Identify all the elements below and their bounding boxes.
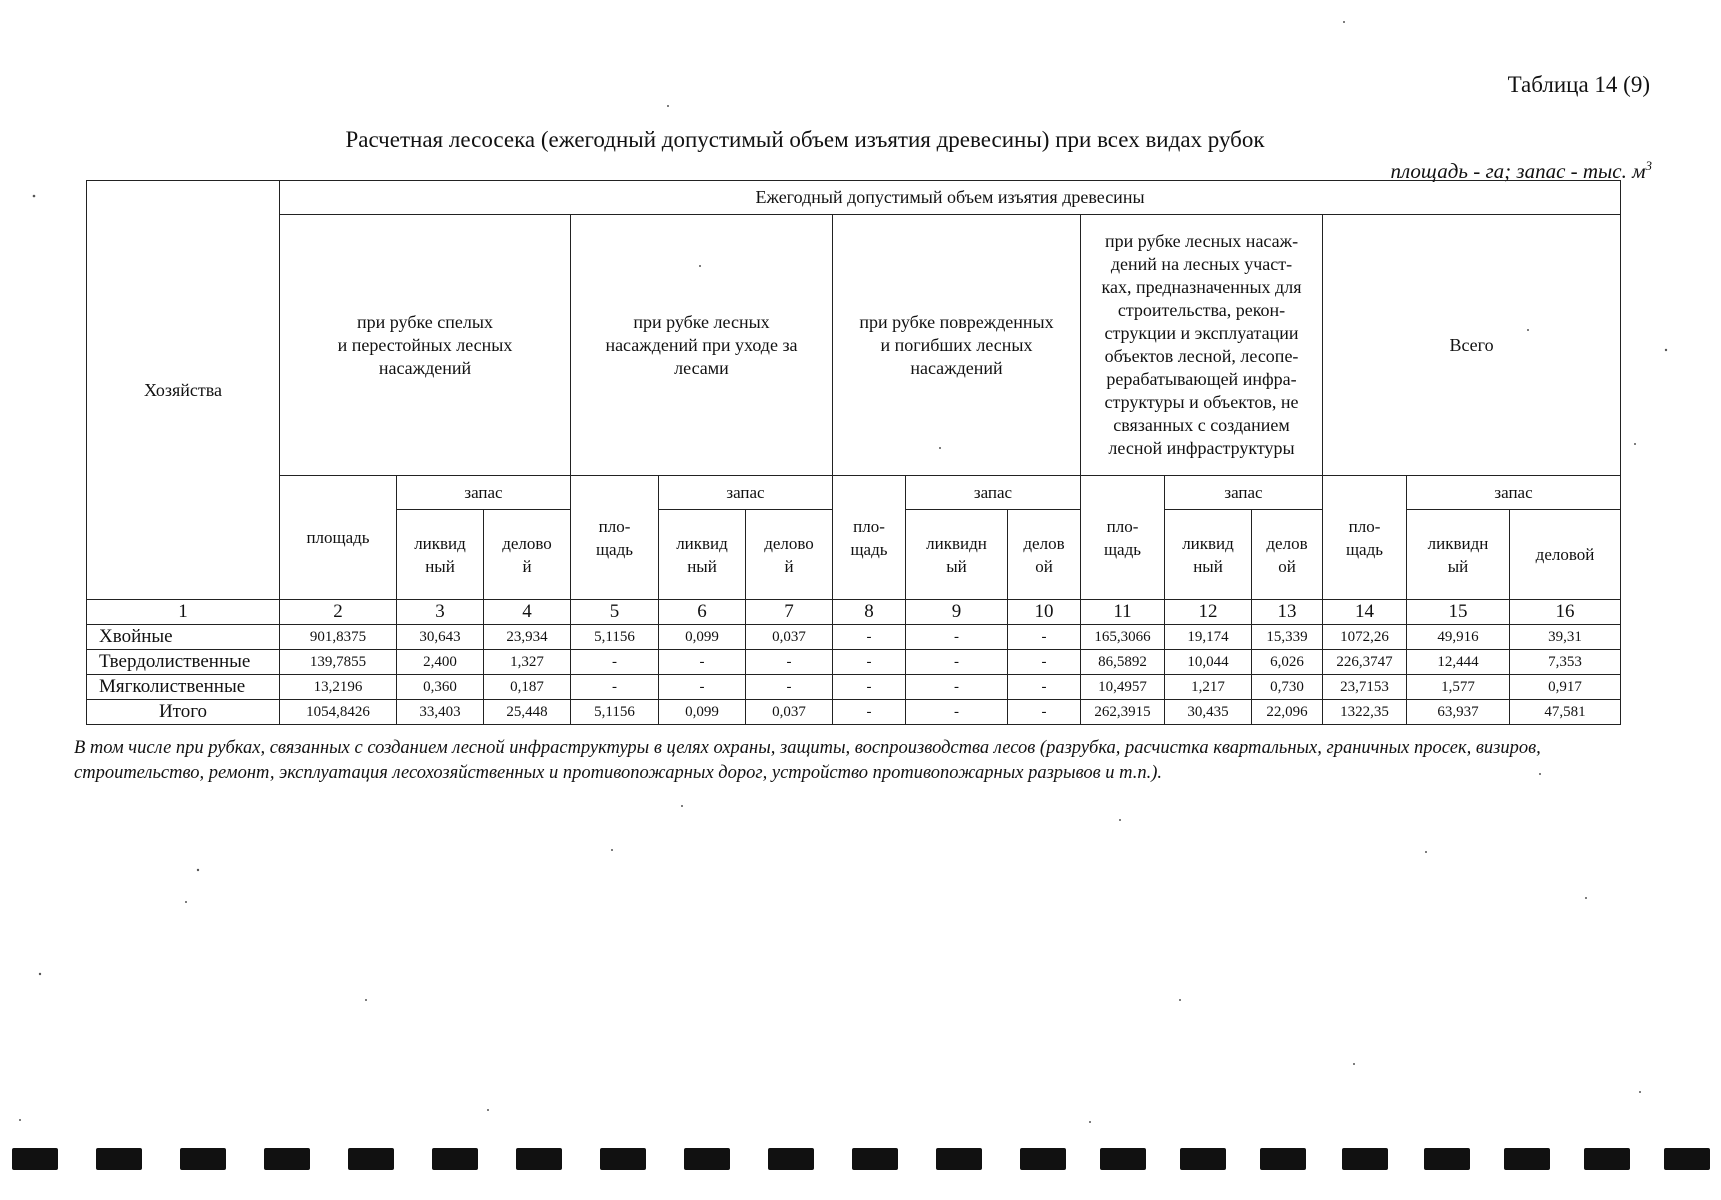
table-cell: 0,037: [746, 700, 833, 725]
perforation-mark: [1584, 1148, 1630, 1170]
header-zapas-3: запас: [906, 476, 1081, 510]
table-cell: 5,1156: [571, 700, 659, 725]
table-cell: -: [906, 675, 1008, 700]
header-area-5: пло- щадь: [1323, 476, 1407, 600]
table-cell: 0,099: [659, 700, 746, 725]
table-cell: 0,360: [397, 675, 484, 700]
table-cell: 33,403: [397, 700, 484, 725]
column-number: 16: [1510, 600, 1621, 625]
table-cell: 165,3066: [1081, 625, 1165, 650]
column-number: 1: [87, 600, 280, 625]
header-business-4: делов ой: [1252, 510, 1323, 600]
table-cell: -: [1008, 625, 1081, 650]
table-cell: 901,8375: [280, 625, 397, 650]
table-cell: -: [833, 700, 906, 725]
table-cell: 1322,35: [1323, 700, 1407, 725]
perforation-mark: [1504, 1148, 1550, 1170]
column-number: 4: [484, 600, 571, 625]
table-cell: 5,1156: [571, 625, 659, 650]
perforation-mark: [180, 1148, 226, 1170]
table-row-softwood: [87, 675, 1621, 700]
perforation-mark: [432, 1148, 478, 1170]
table-cell: 13,2196: [280, 675, 397, 700]
table-cell: 49,916: [1407, 625, 1510, 650]
table-cell: 19,174: [1165, 625, 1252, 650]
perforation-mark: [264, 1148, 310, 1170]
table-row-coniferous: [87, 625, 1621, 650]
table-cell: -: [1008, 700, 1081, 725]
header-group-damaged: при рубке поврежденных и погибших лесных насаждений: [833, 215, 1081, 476]
header-row-zapas: [87, 476, 1621, 510]
table-cell: 2,400: [397, 650, 484, 675]
column-number: 15: [1407, 600, 1510, 625]
table-cell: -: [833, 650, 906, 675]
column-number: 10: [1008, 600, 1081, 625]
perforation-mark: [1664, 1148, 1710, 1170]
table-cell: 10,4957: [1081, 675, 1165, 700]
table-cell: 23,934: [484, 625, 571, 650]
perforation-mark: [348, 1148, 394, 1170]
table-cell: -: [1008, 650, 1081, 675]
perforation-mark: [1424, 1148, 1470, 1170]
table-cell: -: [746, 650, 833, 675]
page-title: Расчетная лесосека (ежегодный допустимый объем изъятия древесины) при всех видах рубок: [345, 127, 1265, 152]
header-group-construction: при рубке лесных насаж- дений на лесных участ- ках, предназначенных для строительства, рекон- струкции и эксплуатации объектов лесной, лесопе- рерабатывающей инфра- структуры и объектов, не связанных с созданием лесной инфраструктуры: [1081, 215, 1323, 476]
header-row-groups: [87, 215, 1621, 476]
table-cell: 1,217: [1165, 675, 1252, 700]
units-text: площадь - га; запас - тыс. м: [1390, 159, 1646, 183]
table-cell: 139,7855: [280, 650, 397, 675]
table-number-label: Таблица 14 (9): [1507, 72, 1650, 97]
header-zapas-4: запас: [1165, 476, 1323, 510]
table-cell: 63,937: [1407, 700, 1510, 725]
column-number: 11: [1081, 600, 1165, 625]
table-cell: 1,577: [1407, 675, 1510, 700]
table-cell: -: [571, 675, 659, 700]
perforation-mark: [1180, 1148, 1226, 1170]
column-number: 6: [659, 600, 746, 625]
table-cell: -: [1008, 675, 1081, 700]
header-area-2: пло- щадь: [571, 476, 659, 600]
header-area-1: площадь: [280, 476, 397, 600]
column-number: 13: [1252, 600, 1323, 625]
table-cell: 12,444: [1407, 650, 1510, 675]
header-business-5: деловой: [1510, 510, 1621, 600]
table-cell: -: [659, 650, 746, 675]
header-liquid-3: ликвидн ый: [906, 510, 1008, 600]
table-cell: 1,327: [484, 650, 571, 675]
header-liquid-4: ликвид ный: [1165, 510, 1252, 600]
footnote: В том числе при рубках, связанных с созданием лесной инфраструктуры в целях охраны, защиты, воспроизводства лесов (разрубка, расчистка квартальных, граничных просек, визиров, строительство, ремонт, эксплуатация лесохозяйственных и противопожарных дорог, устройство противопожарных разрывов и т.п.).: [74, 738, 1541, 783]
header-liquid-2: ликвид ный: [659, 510, 746, 600]
table-cell: -: [833, 625, 906, 650]
header-area-3: пло- щадь: [833, 476, 906, 600]
table-cell: 47,581: [1510, 700, 1621, 725]
header-households: Хозяйства: [87, 181, 280, 600]
header-zapas-1: запас: [397, 476, 571, 510]
column-number: 3: [397, 600, 484, 625]
header-row-group-title: [87, 181, 1621, 215]
table-cell: 22,096: [1252, 700, 1323, 725]
header-group-total: Всего: [1323, 215, 1621, 476]
column-number: 12: [1165, 600, 1252, 625]
row-label: Твердолиственные: [87, 650, 280, 675]
header-annual-volume: Ежегодный допустимый объем изъятия древесины: [280, 181, 1621, 215]
column-number: 7: [746, 600, 833, 625]
table-cell: 86,5892: [1081, 650, 1165, 675]
table-cell: 1054,8426: [280, 700, 397, 725]
header-area-4: пло- щадь: [1081, 476, 1165, 600]
table-cell: 6,026: [1252, 650, 1323, 675]
header-liquid-5: ликвидн ый: [1407, 510, 1510, 600]
table-cell: 15,339: [1252, 625, 1323, 650]
row-label: Хвойные: [87, 625, 280, 650]
table-cell: 262,3915: [1081, 700, 1165, 725]
perforation-mark: [768, 1148, 814, 1170]
table-cell: -: [833, 675, 906, 700]
table-cell: -: [571, 650, 659, 675]
perforation-mark: [1342, 1148, 1388, 1170]
table-cell: -: [746, 675, 833, 700]
column-number: 14: [1323, 600, 1407, 625]
table-cell: -: [906, 625, 1008, 650]
header-group-mature: при рубке спелых и перестойных лесных насаждений: [280, 215, 571, 476]
table-cell: -: [906, 700, 1008, 725]
table-cell: 10,044: [1165, 650, 1252, 675]
table-cell: 30,643: [397, 625, 484, 650]
perforation-mark: [852, 1148, 898, 1170]
table-cell: 30,435: [1165, 700, 1252, 725]
header-business-1: делово й: [484, 510, 571, 600]
column-number: 2: [280, 600, 397, 625]
header-zapas-2: запас: [659, 476, 833, 510]
header-business-2: делово й: [746, 510, 833, 600]
column-number: 8: [833, 600, 906, 625]
header-group-thinning: при рубке лесных насаждений при уходе за лесами: [571, 215, 833, 476]
allowable-cut-table: [86, 180, 1621, 725]
perforation-mark: [600, 1148, 646, 1170]
table-cell: -: [906, 650, 1008, 675]
perforation-mark: [936, 1148, 982, 1170]
column-number: 5: [571, 600, 659, 625]
perforation-mark: [1100, 1148, 1146, 1170]
table-cell: 23,7153: [1323, 675, 1407, 700]
table-row-total: [87, 700, 1621, 725]
perforation-mark: [12, 1148, 58, 1170]
table-cell: 0,099: [659, 625, 746, 650]
header-zapas-5: запас: [1407, 476, 1621, 510]
allowable-cut-table-container: [86, 180, 1620, 725]
row-label-total: Итого: [87, 700, 280, 725]
table-cell: 7,353: [1510, 650, 1621, 675]
header-liquid-1: ликвид ный: [397, 510, 484, 600]
scan-perforation-strip: [0, 1148, 1721, 1172]
table-cell: 0,187: [484, 675, 571, 700]
table-cell: 0,037: [746, 625, 833, 650]
table-row-hardwood: [87, 650, 1621, 675]
table-cell: 226,3747: [1323, 650, 1407, 675]
header-business-3: делов ой: [1008, 510, 1081, 600]
table-cell: 39,31: [1510, 625, 1621, 650]
column-number: 9: [906, 600, 1008, 625]
table-cell: 25,448: [484, 700, 571, 725]
perforation-mark: [1260, 1148, 1306, 1170]
row-label: Мягколиственные: [87, 675, 280, 700]
perforation-mark: [684, 1148, 730, 1170]
table-cell: -: [659, 675, 746, 700]
table-cell: 1072,26: [1323, 625, 1407, 650]
perforation-mark: [96, 1148, 142, 1170]
units-superscript: 3: [1645, 158, 1652, 173]
perforation-mark: [1020, 1148, 1066, 1170]
table-cell: 0,917: [1510, 675, 1621, 700]
perforation-mark: [516, 1148, 562, 1170]
table-cell: 0,730: [1252, 675, 1323, 700]
column-number-row: [87, 600, 1621, 625]
